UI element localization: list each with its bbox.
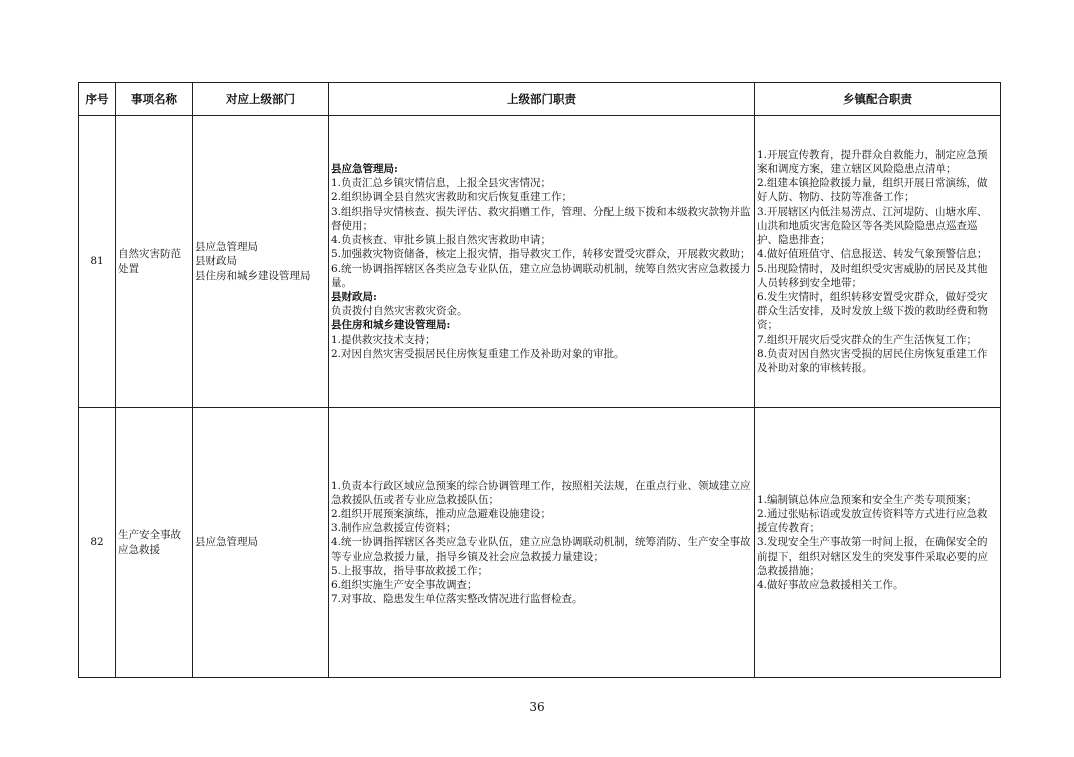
- township-duty-line: 3.发现安全生产事故第一时间上报，在确保安全的前提下，组织对辖区发生的突发事件采取必要的应急救援措施；: [757, 536, 988, 577]
- township-duty-line: 4.做好值班值守、信息报送、转发气象预警信息；: [757, 248, 988, 261]
- duty-heading: 县财政局:: [331, 290, 377, 303]
- township-duty-line: 8.负责对因自然灾害受损的居民住房恢复重建工作及补助对象的审核转报。: [757, 347, 988, 374]
- department-item: 县应急管理局: [195, 241, 258, 254]
- duty-line: 5.加强救灾物资储备，核定上报灾情，指导救灾工作，转移安置受灾群众，开展救灾救助；: [331, 248, 751, 261]
- header-cell-superior-duties: 上级部门职责: [329, 83, 755, 116]
- township-duties-cell: [755, 116, 1001, 408]
- duty-line: 6.组织实施生产安全事故调查；: [331, 579, 478, 591]
- page-number: 36: [529, 700, 545, 714]
- row-number: 81: [79, 116, 116, 408]
- duty-table: [78, 82, 1001, 678]
- department-list: [193, 408, 329, 678]
- table-row: [79, 408, 1001, 678]
- header-cell-no: 序号: [79, 83, 116, 116]
- township-duty-line: 1.编制镇总体应急预案和安全生产类专项预案；: [757, 493, 978, 506]
- header-row: [79, 83, 1001, 116]
- township-duty-line: 4.做好事故应急救援相关工作。: [757, 579, 904, 591]
- duty-line: 1.负责汇总乡镇灾情信息，上报全县灾害情况；: [331, 177, 552, 190]
- township-duty-line: 5.出现险情时，及时组织受灾害威胁的居民及其他人员转移到安全地带；: [757, 262, 988, 289]
- township-duty-line: 7.组织开展灾后受灾群众的生产生活恢复工作；: [757, 333, 978, 346]
- duty-heading: 县住房和城乡建设管理局:: [331, 319, 451, 332]
- duty-line: 3.制作应急救援宣传资料；: [331, 522, 457, 535]
- duty-line: 2.组织协调全县自然灾害救助和灾后恢复重建工作；: [331, 191, 573, 204]
- duty-line: 负责拨付自然灾害救灾资金。: [331, 305, 468, 318]
- header-cell-item-name: 事项名称: [116, 83, 193, 116]
- duty-heading: 县应急管理局:: [331, 163, 398, 176]
- department-item: 县财政局: [195, 255, 237, 268]
- duty-line: 5.上报事故，指导事故救援工作；: [331, 564, 489, 577]
- department-list: [193, 116, 329, 408]
- duty-line: 4.统一协调指挥辖区各类应急专业队伍，建立应急协调联动机制，统筹消防、生产安全事故等专业应急救援力量，指导乡镇及社会应急救援力量建设；: [331, 536, 751, 563]
- duty-line: 1.提供救灾技术支持；: [331, 333, 436, 346]
- duty-line: 1.负责本行政区域应急预案的综合协调管理工作，按照相关法规，在重点行业、领域建立应急救援队伍或者专业应急救援队伍；: [331, 479, 751, 506]
- duty-line: 2.组织开展预案演练，推动应急避难设施建设；: [331, 507, 552, 520]
- department-item: 县应急管理局: [195, 536, 258, 549]
- township-duty-line: 1.开展宣传教育，提升群众自救能力，制定应急预案和调度方案，建立辖区风险隐患点清单；: [757, 148, 988, 176]
- duty-line: 2.对因自然灾害受损居民住房恢复重建工作及补助对象的审批。: [331, 347, 625, 360]
- row-number: 82: [79, 408, 116, 678]
- header-cell-department: 对应上级部门: [193, 83, 329, 116]
- township-duties-cell: [755, 408, 1001, 678]
- superior-duties-cell: [329, 408, 755, 678]
- item-name: 生产安全事故应急救援: [116, 408, 193, 678]
- township-duty-line: 6.发生灾情时，组织转移安置受灾群众，做好受灾群众生活安排，及时发放上级下拨的救助经费和物资；: [757, 290, 988, 332]
- item-name: 自然灾害防范处置: [116, 116, 193, 408]
- duty-line: 6.统一协调指挥辖区各类应急专业队伍，建立应急协调联动机制，统筹自然灾害应急救援力量。: [331, 262, 751, 289]
- department-item: 县住房和城乡建设管理局: [195, 269, 311, 282]
- header-cell-township-duties: 乡镇配合职责: [755, 83, 1001, 116]
- township-duty-line: 2.通过张贴标语或发放宣传资料等方式进行应急救援宣传教育；: [757, 507, 988, 535]
- duty-line: 3.组织指导灾情核查、损失评估、救灾捐赠工作，管理、分配上级下拨和本级救灾款物并监督使用；: [331, 205, 751, 232]
- duty-line: 7.对事故、隐患发生单位落实整改情况进行监督检查。: [331, 593, 583, 606]
- table-row: [79, 116, 1001, 408]
- township-duty-line: 3.开展辖区内低洼易涝点、江河堤防、山塘水库、山洪和地质灾害危险区等各类风险隐患点巡查巡护、隐患排查；: [757, 205, 988, 247]
- superior-duties-cell: [329, 116, 755, 408]
- township-duty-line: 2.组建本镇抢险救援力量，组织开展日常演练，做好人防、物防、技防等准备工作；: [757, 177, 988, 204]
- duty-line: 4.负责核查、审批乡镇上报自然灾害救助申请；: [331, 234, 552, 247]
